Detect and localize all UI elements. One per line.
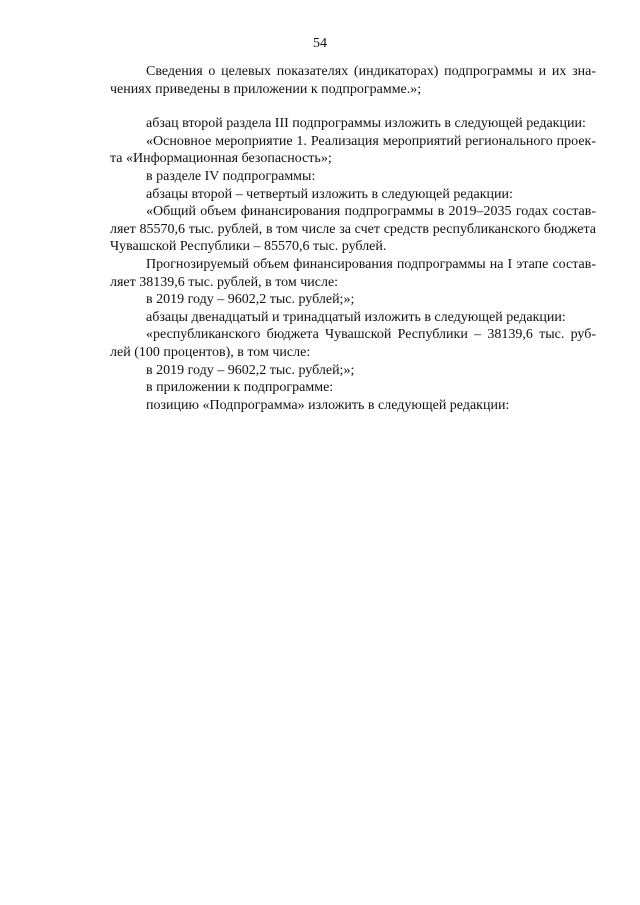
text-line: ляет 38139,6 тыс. рублей, в том числе: xyxy=(110,274,339,290)
document-body xyxy=(110,63,596,414)
paragraph xyxy=(110,309,596,327)
paragraph xyxy=(110,186,596,204)
paragraph xyxy=(110,397,596,415)
paragraph xyxy=(110,63,596,98)
text-line: Прогнозируемый объем финансирования подпрограммы на I этапе состав- xyxy=(146,256,596,272)
text-line: «республиканского бюджета Чувашской Республики – 38139,6 тыс. руб- xyxy=(146,327,596,343)
text-line: позицию «Подпрограмма» изложить в следующей редакции: xyxy=(146,397,510,413)
text-line: в приложении к подпрограмме: xyxy=(146,380,334,396)
paragraph xyxy=(110,203,596,256)
paragraph xyxy=(110,379,596,397)
text-line: абзац второй раздела III подпрограммы изложить в следующей редакции: xyxy=(146,116,586,132)
text-line: в 2019 году – 9602,2 тыс. рублей;»; xyxy=(146,292,355,308)
paragraph xyxy=(110,256,596,291)
text-line: в 2019 году – 9602,2 тыс. рублей;»; xyxy=(146,362,355,378)
text-line: лей (100 процентов), в том числе: xyxy=(110,344,311,360)
text-line: Сведения о целевых показателях (индикаторах) подпрограммы и их зна- xyxy=(146,64,596,79)
paragraph xyxy=(110,133,596,168)
paragraph xyxy=(110,291,596,309)
text-line: чениях приведены в приложении к подпрограмме.»; xyxy=(110,81,422,97)
text-line: абзацы второй – четвертый изложить в следующей редакции: xyxy=(146,186,513,202)
paragraph-gap xyxy=(110,98,596,115)
text-line: «Общий объем финансирования подпрограммы в 2019–2035 годах состав- xyxy=(146,204,596,220)
text-line: абзацы двенадцатый и тринадцатый изложить в следующей редакции: xyxy=(146,309,566,325)
text-line: та «Информационная безопасность»; xyxy=(110,151,332,167)
text-line: в разделе IV подпрограммы: xyxy=(146,168,316,184)
paragraph xyxy=(110,362,596,380)
text-line: Чувашской Республики – 85570,6 тыс. рублей. xyxy=(110,239,387,255)
paragraph xyxy=(110,115,596,133)
page-number: 54 xyxy=(313,36,327,51)
text-line: «Основное мероприятие 1. Реализация мероприятий регионального проек- xyxy=(146,133,596,149)
text-line: ляет 85570,6 тыс. рублей, в том числе за счет средств республиканского бюджета xyxy=(110,221,596,237)
paragraph xyxy=(110,326,596,361)
paragraph xyxy=(110,168,596,186)
